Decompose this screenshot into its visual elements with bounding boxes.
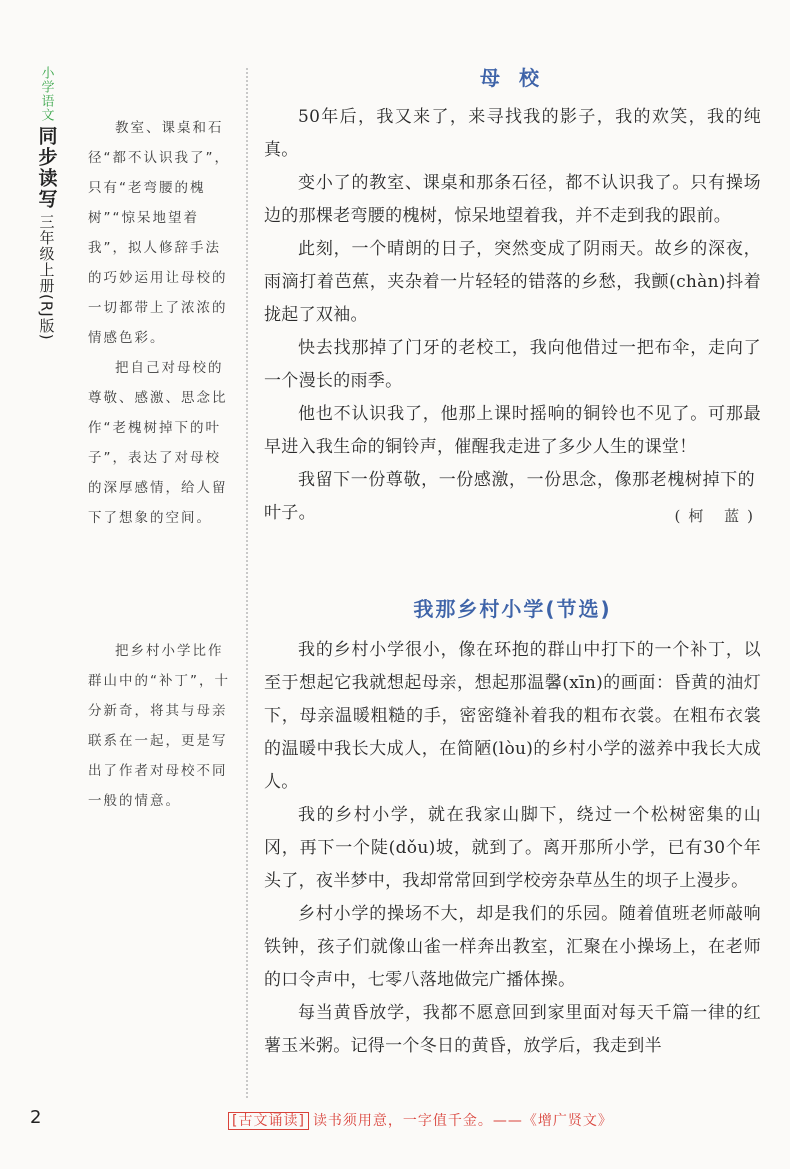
series-subject: 小学语文 (38, 66, 54, 122)
article-paragraph: 快去找那掉了门牙的老校工，我向他借过一把布伞，走向了一个漫长的雨季。 (264, 338, 761, 391)
article-paragraph: 50年后，我又来了，来寻找我的影子，我的欢笑，我的纯真。 (264, 107, 761, 160)
column-divider (246, 68, 248, 1098)
article-paragraph: 我的乡村小学，就在我家山脚下，绕过一个松树密集的山冈，再下一个陡(dǒu)坡，就到了。离开那所小学，已有30个年头了，夜半梦中，我却常常回到学校旁杂草丛生的坝子上漫步。 (264, 805, 761, 891)
note-paragraph: 把自己对母校的尊敬、感激、思念比作“老槐树掉下的叶子”，表达了对母校的深厚感情，给人留下了想象的空间。 (88, 360, 228, 526)
article-paragraph: 他也不认识我了，他那上课时摇响的铜铃也不见了。可那最早进入我生命的铜铃声，催醒我走进了多少人生的课堂！ (264, 404, 761, 457)
article-paragraph: 我的乡村小学很小，像在环抱的群山中打下的一个补丁，以至于想起它我就想起母亲，想起那温馨(xīn)的画面：昏黄的油灯下，母亲温暖粗糙的手，密密缝补着我的粗布衣裳。在粗布衣裳的温暖中我长大成人，在简陋(lòu)的乡村小学的滋养中我长大成人。 (264, 640, 761, 792)
article-paragraph: 我留下一份尊敬，一份感激，一份思念，像那老槐树掉下的叶子。 (264, 470, 755, 523)
series-title: 同步读写 (35, 126, 58, 210)
article-paragraph: 乡村小学的操场不大，却是我们的乐园。随着值班老师敲响铁钟，孩子们就像山雀一样奔出教室，汇聚在小操场上，在老师的口令声中，七零八落地做完广播体操。 (264, 904, 761, 990)
note-paragraph: 把乡村小学比作群山中的“补丁”，十分新奇，将其与母亲联系在一起，更是写出了作者对母校不同一般的情意。 (88, 643, 230, 809)
footer-text: 读书须用意，一字值千金。——《增广贤文》 (312, 1113, 613, 1129)
series-grade: 三年级上册(RJ版) (37, 214, 56, 341)
article-paragraph: 此刻，一个晴朗的日子，突然变成了阴雨天。故乡的深夜，雨滴打着芭蕉，夹杂着一片轻轻的错落的乡愁，我颤(chàn)抖着拢起了双袖。 (264, 239, 761, 325)
article-title: 我那乡村小学(节选) (413, 597, 612, 621)
article-paragraph: 变小了的教室、课桌和那条石径，都不认识我了。只有操场边的那棵老弯腰的槐树，惊呆地望着我，并不走到我的跟前。 (264, 173, 761, 226)
series-label (31, 66, 61, 341)
article-paragraph: 每当黄昏放学，我都不愿意回到家里面对每天千篇一律的红薯玉米粥。记得一个冬日的黄昏，放学后，我走到半 (264, 1003, 761, 1056)
page-number: 2 (30, 1107, 42, 1128)
article-mother-school (264, 62, 761, 530)
article-village-school (264, 593, 761, 1063)
margin-note-1 (88, 113, 236, 533)
footer-quote (228, 1110, 613, 1130)
footer-tag: [古文诵读] (228, 1112, 309, 1130)
article-title: 母 校 (480, 66, 545, 90)
margin-note-2 (88, 636, 236, 816)
article-author: (柯 蓝) (674, 507, 761, 525)
note-paragraph: 教室、课桌和石径“都不认识我了”，只有“老弯腰的槐树”“惊呆地望着我”，拟人修辞手法的巧妙运用让母校的一切都带上了浓浓的情感色彩。 (88, 120, 230, 346)
